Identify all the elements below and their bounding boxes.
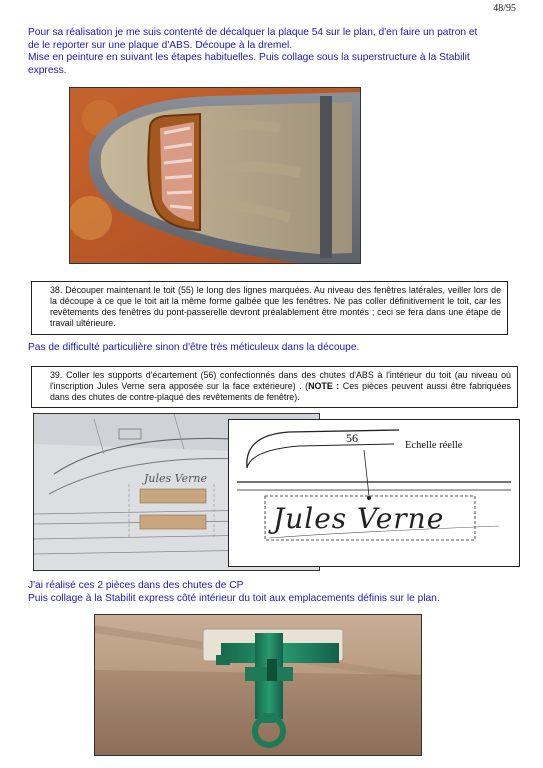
- instruction-38: [31, 281, 508, 335]
- instruction-39-text-after: Ces pièces peuvent aussi être fabriquées dans des chutes de contre-plaqué des revêtements de fenêtre).: [50, 381, 511, 402]
- roof-plate-image: [70, 88, 361, 264]
- instruction-39-text: Coller les supports d'écartement (56) confectionnés dans des chutes d'ABS à l'intérieur du toit (au niveau où l'inscription Jules Verne sera apposée sur la face extérieure) . (: [50, 370, 511, 391]
- assembly-paragraph: [28, 580, 528, 605]
- page-number: 48/95: [493, 3, 516, 14]
- difficulty-note: Pas de difficulté particulière sinon d'être très méticuleux dans la découpe.: [28, 342, 360, 353]
- roof-plate-photo: [69, 87, 361, 264]
- instruction-39-number: 39.: [50, 370, 63, 380]
- scale-diagram: [228, 419, 520, 567]
- scale-label: Echelle réelle: [405, 440, 463, 451]
- instruction-38-number: 38.: [50, 285, 63, 295]
- intro-line-4: express.: [28, 64, 67, 76]
- scale-diagram-drawing: [229, 420, 519, 566]
- clamp-image: [95, 615, 422, 756]
- instruction-39: [31, 366, 518, 408]
- intro-line-2: de le reporter sur une plaque d'ABS. Découpe à la dremel.: [28, 39, 293, 51]
- part-number-label: 56: [346, 431, 358, 445]
- intro-paragraph: [28, 27, 528, 77]
- note-label: NOTE :: [308, 381, 340, 391]
- assembly-line-2: Puis collage à la Stabilit express côté intérieur du toit aux emplacements définis sur le plan.: [28, 592, 440, 604]
- instruction-38-text: Découper maintenant le toit (55) le long des lignes marquées. Au niveau des fenêtres latérales, veiller lors de la découpe à ce que le toit ait la même forme galbée que les fenêtres. Ne pas coller définitivement le toit, car les revêtements des fenêtres du pont-passerelle devront préalablement être montés ; ceci se fera dans une étape de travail ultérieure.: [50, 285, 502, 328]
- intro-line-1: Pour sa réalisation je me suis contenté de décalquer la plaque 54 sur le plan, d'en faire un patron et: [28, 27, 478, 38]
- svg-text:Jules Verne: Jules Verne: [144, 472, 207, 485]
- intro-line-3: Mise en peinture en suivant les étapes habituelles. Puis collage sous la superstructure à la Stabilit: [28, 52, 470, 64]
- assembly-line-1: J'ai réalisé ces 2 pièces dans des chutes de CP: [28, 580, 244, 591]
- clamp-photo: [94, 614, 422, 756]
- jules-verne-inscription: Jules Verne: [273, 502, 445, 535]
